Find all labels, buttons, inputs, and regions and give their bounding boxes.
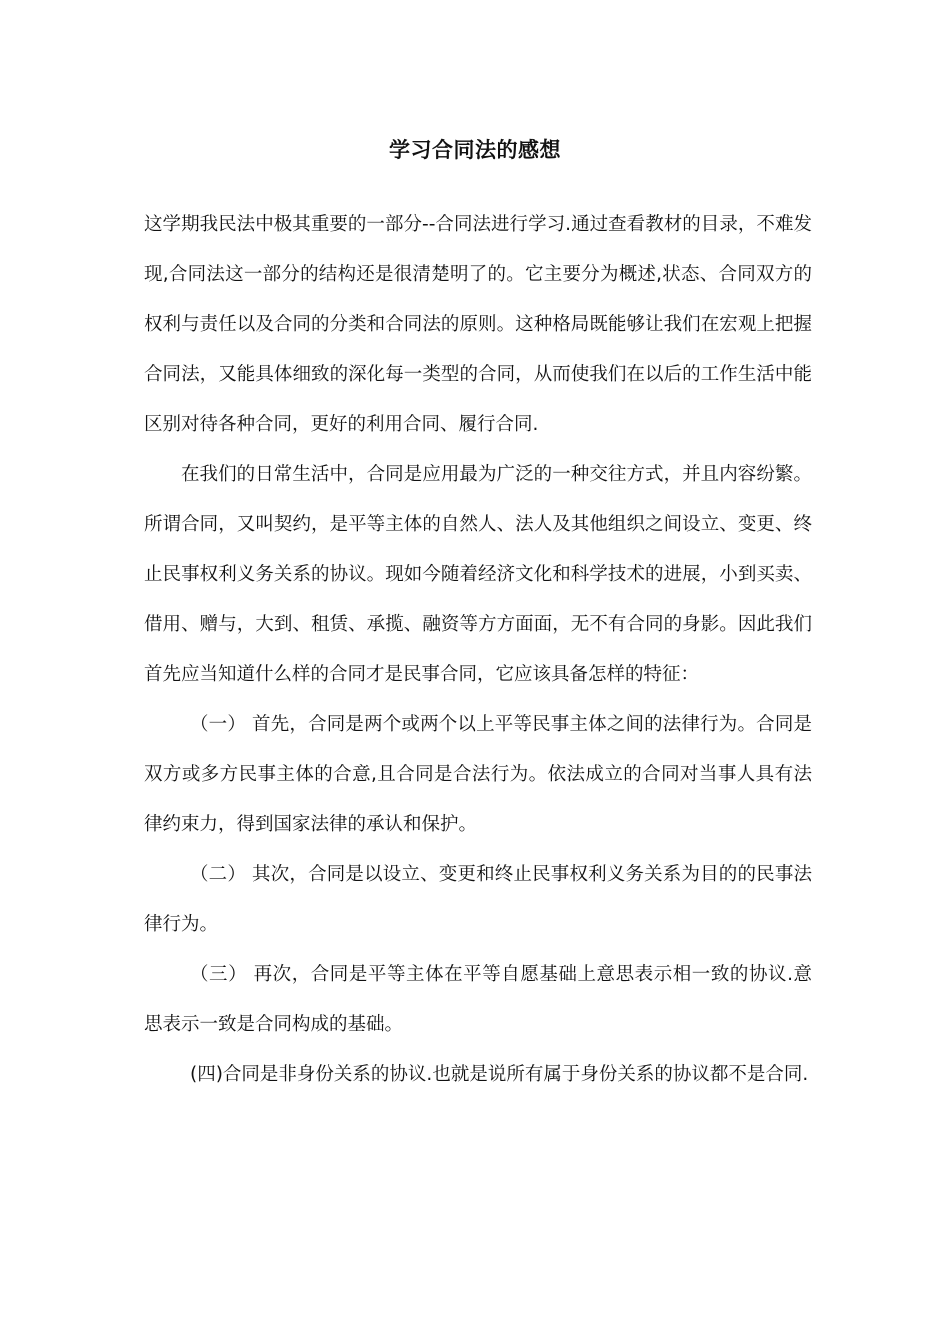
paragraph-feature-2: （二） 其次，合同是以设立、变更和终止民事权利义务关系为目的的民事法律行为。 xyxy=(144,864,812,935)
paragraph-intro: 这学期我民法中极其重要的一部分--合同法进行学习.通过查看教材的目录，不难发现,合同法这一部分的结构还是很清楚明了的。它主要分为概述,状态、合同双方的权利与责任以及合同的分类和合同法的原则。这种格局既能够让我们在宏观上把握合同法，又能具体细致的深化每一类型的合同，从而使我们在以后的工作生活中能区别对待各种合同，更好的利用合同、履行合同. xyxy=(144,214,812,435)
paragraph-feature-3: （三） 再次，合同是平等主体在平等自愿基础上意思表示相一致的协议.意思表示一致是合同构成的基础。 xyxy=(144,964,812,1035)
paragraph-feature-1: （一） 首先，合同是两个或两个以上平等民事主体之间的法律行为。合同是双方或多方民事主体的合意,且合同是合法行为。依法成立的合同对当事人具有法律约束力，得到国家法律的承认和保护。 xyxy=(144,714,812,835)
document-title: 学习合同法的感想 xyxy=(389,138,561,162)
paragraph-feature-4: (四)合同是非身份关系的协议.也就是说所有属于身份关系的协议都不是合同. xyxy=(190,1064,809,1085)
paragraph-contract-definition: 在我们的日常生活中，合同是应用最为广泛的一种交往方式，并且内容纷繁。所谓合同，又叫契约，是平等主体的自然人、法人及其他组织之间设立、变更、终止民事权利义务关系的协议。现如今随着经济文化和科学技术的进展，小到买卖、借用、赠与，大到、租赁、承揽、融资等方方面面，无不有合同的身影。因此我们首先应当知道什么样的合同才是民事合同，它应该具备怎样的特征： xyxy=(144,464,812,685)
document-body xyxy=(144,200,812,1100)
